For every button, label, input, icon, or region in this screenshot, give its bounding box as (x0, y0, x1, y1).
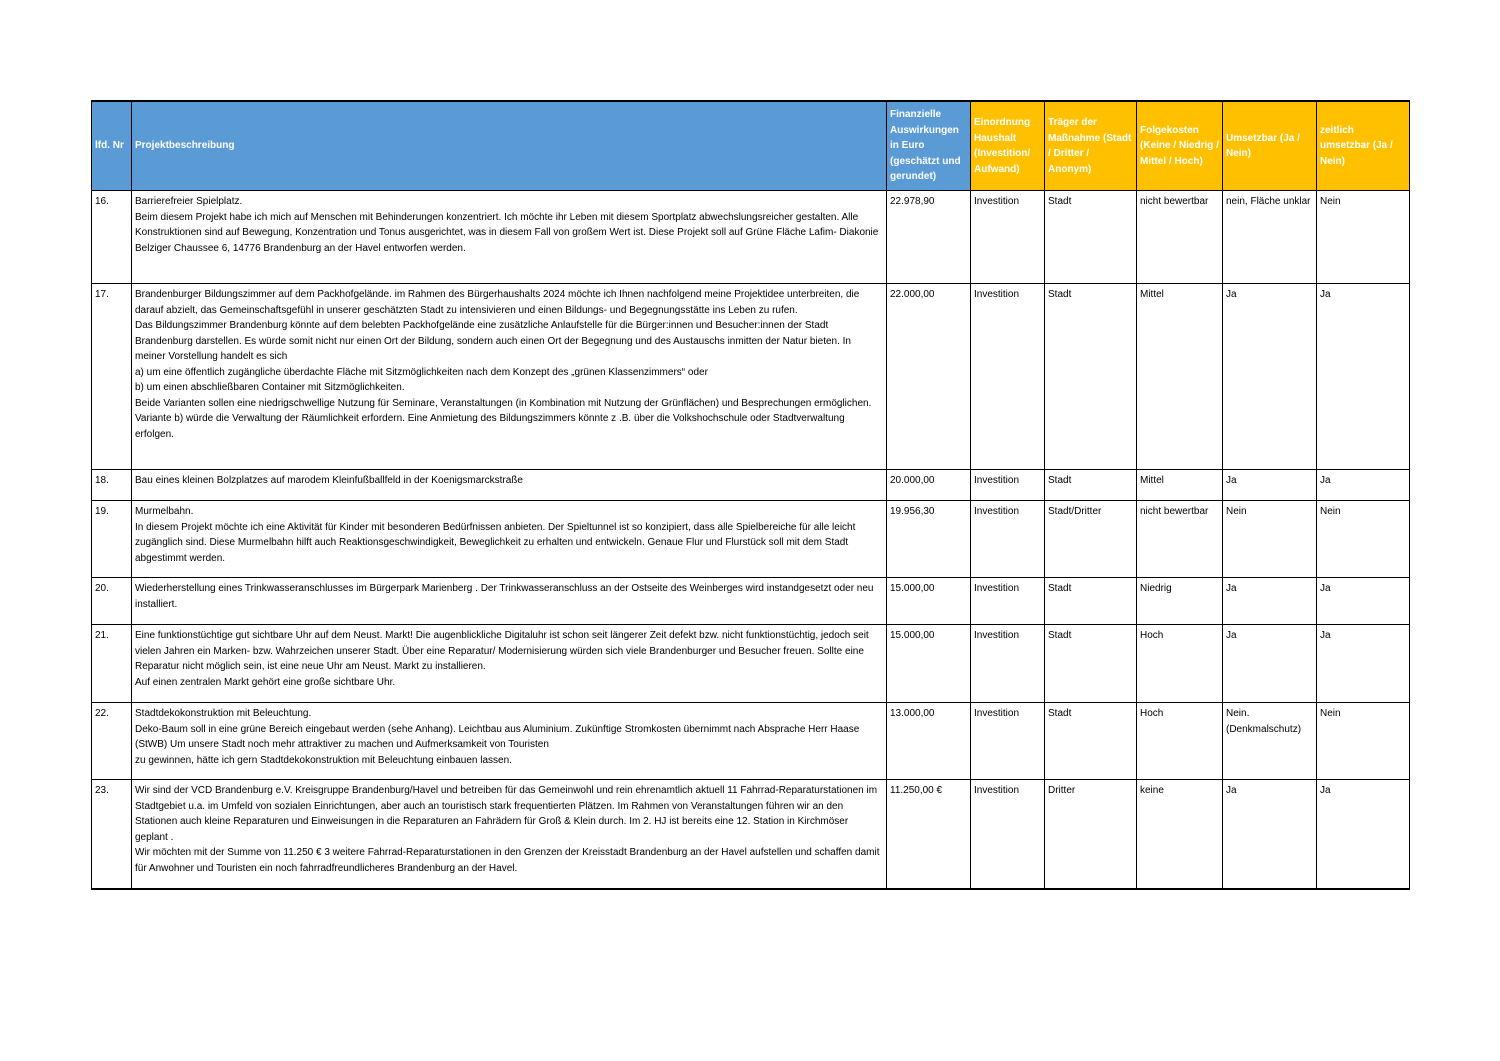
row-number: 17. (92, 284, 132, 470)
row-budget-category: Investition (971, 703, 1045, 780)
row-feasible: Ja (1223, 578, 1317, 625)
row-sponsor: Stadt (1045, 191, 1137, 284)
row-feasible: Ja (1223, 780, 1317, 889)
row-feasible: Ja (1223, 625, 1317, 703)
description-paragraph: Das Bildungszimmer Brandenburg könnte auf dem belebten Packhofgelände eine zusätzliche Anlaufstelle für die Bürger:innen und Besucher:innen der Stadt Brandenburg darstellen. Es würde somit nicht nur einen Ort der Bildung, sondern auch einen Ort der Begegnung und des Austauschs inmitten der Natur bieten. In meiner Vorstellung handelt es sich (135, 320, 851, 362)
row-sponsor: Stadt (1045, 578, 1137, 625)
row-timely-feasible: Ja (1317, 578, 1410, 625)
row-number: 18. (92, 470, 132, 501)
table-row (92, 703, 1410, 780)
row-budget-category: Investition (971, 284, 1045, 470)
description-paragraph: Auf einen zentralen Markt gehört eine große sichtbare Uhr. (135, 676, 396, 688)
header-sponsor: Träger der Maßnahme (Stadt / Dritter / Anonym) (1045, 101, 1137, 191)
header-timely-feasible: zeitlich umsetzbar (Ja / Nein) (1317, 101, 1410, 191)
row-financial: 13.000,00 (887, 703, 971, 780)
row-number: 22. (92, 703, 132, 780)
row-description (132, 625, 887, 703)
row-number: 16. (92, 191, 132, 284)
row-follow-up-costs: nicht bewertbar (1137, 501, 1223, 578)
row-budget-category: Investition (971, 578, 1045, 625)
table-row (92, 625, 1410, 703)
description-paragraph: Beim diesem Projekt habe ich mich auf Menschen mit Behinderungen konzentriert. Ich möchte ihr Leben mit diesem Sportplatz abwechslungsreicher gestalten. Alle Konstruktionen sind auf Bewegung, Konzentration und Tonus ausgerichtet, was in diesem Fall von großem Wert ist. Diese Projekt soll auf Grüne Fläche Lafim- Diakonie Belziger Chaussee 6, 14776 Brandenburg an der Havel entworfen werden. (135, 211, 879, 254)
description-paragraph: Wir sind der VCD Brandenburg e.V. Kreisgruppe Brandenburg/Havel und betreiben für das Gemeinwohl und rein ehrenamtlich aktuell 11 Fahrrad-Reparaturstationen im Stadtgebiet u.a. im Umfeld von sozialen Einrichtungen, aber auch an touristisch stark frequentierten Plätzen. Im Rahmen von Veranstaltungen führen wir an den Stationen auch kleine Reparaturen und Einweisungen in die Reparaturen an Fahrädern für Groß & Klein durch. Im 2. HJ ist bereits eine 12. Station in Kirchmöser geplant . (135, 785, 878, 843)
row-financial: 15.000,00 (887, 625, 971, 703)
description-paragraph: zu gewinnen, hätte ich gern Stadtdekokonstruktion mit Beleuchtung einbauen lassen. (135, 754, 512, 766)
description-paragraph: Deko-Baum soll in eine grüne Bereich eingebaut werden (sehe Anhang). Leichtbau aus Aluminium. Zukünftige Stromkosten übernimmt nach Absprache Herr Haase (StWB) Um unsere Stadt noch mehr attraktiver zu machen und Aufmerksamkeit von Touristen (135, 723, 860, 750)
row-budget-category: Investition (971, 470, 1045, 501)
row-follow-up-costs: Hoch (1137, 703, 1223, 780)
row-follow-up-costs: keine (1137, 780, 1223, 889)
row-budget-category: Investition (971, 191, 1045, 284)
row-budget-category: Investition (971, 501, 1045, 578)
row-financial: 15.000,00 (887, 578, 971, 625)
row-timely-feasible: Nein (1317, 703, 1410, 780)
row-financial: 20.000,00 (887, 470, 971, 501)
table-row (92, 191, 1410, 284)
table-row (92, 284, 1410, 470)
row-description (132, 191, 887, 284)
row-description (132, 578, 887, 625)
description-paragraph: Brandenburger Bildungszimmer auf dem Packhofgelände. im Rahmen des Bürgerhaushalts 2024 möchte ich Ihnen nachfolgend meine Projektidee unterbreiten, die darauf abzielt, das Gemeinschaftsgefühl in unserer geschätzten Stadt zu intensivieren und einen Bildungs- und Begegnungsstätte ins Leben zu rufen. (135, 289, 860, 316)
row-follow-up-costs: Niedrig (1137, 578, 1223, 625)
row-budget-category: Investition (971, 625, 1045, 703)
row-budget-category: Investition (971, 780, 1045, 889)
row-timely-feasible: Ja (1317, 284, 1410, 470)
row-number: 19. (92, 501, 132, 578)
row-number: 23. (92, 780, 132, 889)
row-feasible: Nein. (Denkmalschutz) (1223, 703, 1317, 780)
table-header-row (92, 101, 1410, 191)
header-follow-up-costs: Folgekosten (Keine / Niedrig / Mittel / Hoch) (1137, 101, 1223, 191)
row-sponsor: Stadt (1045, 284, 1137, 470)
description-paragraph: Bau eines kleinen Bolzplatzes auf marodem Kleinfußballfeld in der Koenigsmarckstraße (135, 475, 523, 486)
description-paragraph: Eine funktionstüchtige gut sichtbare Uhr auf dem Neust. Markt! Die augenblickliche Digitaluhr ist schon seit längerer Zeit defekt bzw. nicht funktionstüchtig, jedoch seit vielen Jahren ein Marken- bzw. Wahrzeichen unserer Stadt. Über eine Reparatur/ Modernisierung würden sich viele Brandenburger und Besucher freuen. Sollte eine Reparatur nicht möglich sein, ist eine neue Uhr am Neust. Markt zu installieren. (135, 630, 869, 672)
row-timely-feasible: Ja (1317, 780, 1410, 889)
row-follow-up-costs: Hoch (1137, 625, 1223, 703)
table-row (92, 501, 1410, 578)
row-financial: 22.978,90 (887, 191, 971, 284)
header-budget-category: Einordnung Haushalt (Investition/ Aufwand) (971, 101, 1045, 191)
description-paragraph: Murmelbahn. (135, 506, 194, 517)
header-feasible: Umsetzbar (Ja / Nein) (1223, 101, 1317, 191)
description-paragraph: Wir möchten mit der Summe von 11.250 € 3 weitere Fahrrad-Reparaturstationen in den Grenzen der Kreisstadt Brandenburg an der Havel aufstellen und schaffen damit für Anwohner und Touristen ein noch fahrradfreundlicheres Brandenburg an der Havel. (135, 847, 880, 874)
header-description: Projektbeschreibung (132, 101, 887, 191)
row-number: 20. (92, 578, 132, 625)
row-timely-feasible: Nein (1317, 191, 1410, 284)
description-paragraph: Beide Varianten sollen eine niedrigschwellige Nutzung für Seminare, Veranstaltungen (in Kombination mit Nutzung der Grünflächen) und Besprechungen ermöglichen. Variante b) würde die Verwaltung der Räumlichkeit erfordern. Eine Anmietung des Bildungszimmers könnte z .B. über die Volkshochschule oder Stadtverwaltung erfolgen. (135, 397, 872, 440)
row-sponsor: Stadt/Dritter (1045, 501, 1137, 578)
description-paragraph: In diesem Projekt möchte ich eine Aktivität für Kinder mit besonderen Bedürfnissen anbieten. Der Spieltunnel ist so konzipiert, dass alle Spielbereiche für alle leicht zugänglich sind. Diese Murmelbahn hilft auch Reaktionsgeschwindigkeit, Beweglichkeit zu erhalten und entwickeln. Genaue Flur und Flurstück soll mit dem Stadt abgestimmt werden. (135, 521, 856, 564)
description-paragraph: Stadtdekokonstruktion mit Beleuchtung. (135, 708, 312, 719)
row-timely-feasible: Ja (1317, 470, 1410, 501)
row-description (132, 703, 887, 780)
row-number: 21. (92, 625, 132, 703)
table-row (92, 470, 1410, 501)
table-row (92, 578, 1410, 625)
row-follow-up-costs: nicht bewertbar (1137, 191, 1223, 284)
row-feasible: Nein (1223, 501, 1317, 578)
row-description (132, 501, 887, 578)
row-timely-feasible: Nein (1317, 501, 1410, 578)
row-sponsor: Stadt (1045, 703, 1137, 780)
row-financial: 22.000,00 (887, 284, 971, 470)
row-sponsor: Stadt (1045, 470, 1137, 501)
row-description (132, 470, 887, 501)
table-row (92, 780, 1410, 889)
header-financial: Finanzielle Auswirkungen in Euro (geschätzt und gerundet) (887, 101, 971, 191)
row-feasible: Ja (1223, 284, 1317, 470)
row-feasible: Ja (1223, 470, 1317, 501)
header-nr: lfd. Nr (92, 101, 132, 191)
row-timely-feasible: Ja (1317, 625, 1410, 703)
row-follow-up-costs: Mittel (1137, 284, 1223, 470)
project-table (91, 100, 1410, 890)
description-paragraph: Wiederherstellung eines Trinkwasseranschlusses im Bürgerpark Marienberg . Der Trinkwasseranschluss an der Ostseite des Weinberges wird instandgesetzt oder neu installiert. (135, 583, 874, 610)
row-feasible: nein, Fläche unklar (1223, 191, 1317, 284)
description-paragraph: Barrierefreier Spielplatz. (135, 196, 243, 207)
description-paragraph: b) um einen abschließbaren Container mit Sitzmöglichkeiten. (135, 382, 405, 393)
row-description (132, 780, 887, 889)
row-sponsor: Stadt (1045, 625, 1137, 703)
row-sponsor: Dritter (1045, 780, 1137, 889)
row-description (132, 284, 887, 470)
row-financial: 19.956,30 (887, 501, 971, 578)
row-financial: 11.250,00 € (887, 780, 971, 889)
description-paragraph: a) um eine öffentlich zugängliche überdachte Fläche mit Sitzmöglichkeiten nach dem Konzept des „grünen Klassenzimmers“ oder (135, 366, 708, 378)
row-follow-up-costs: Mittel (1137, 470, 1223, 501)
